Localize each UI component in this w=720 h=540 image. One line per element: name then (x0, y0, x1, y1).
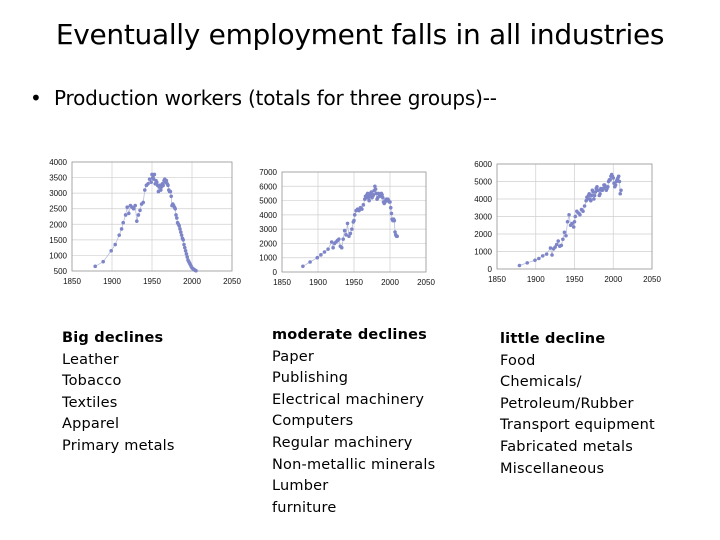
y-tick-label: 0 (487, 265, 492, 274)
column-item: Transport equipment (500, 417, 655, 434)
x-tick-label: 1950 (345, 278, 363, 287)
data-point (578, 213, 582, 217)
column-item: Non-metallic minerals (272, 456, 436, 473)
data-point (537, 257, 541, 261)
data-point (611, 176, 615, 180)
y-tick-label: 4000 (259, 210, 277, 220)
y-tick-label: 3000 (259, 225, 277, 235)
x-tick-label: 2050 (223, 277, 241, 286)
column-heading: moderate declines (272, 327, 427, 343)
column-item: Textiles (62, 394, 118, 411)
column-little-decline (500, 329, 655, 480)
x-tick-label: 1950 (565, 275, 584, 284)
bullet-text: Production workers (totals for three groups)-- (54, 86, 497, 110)
column-item: Apparel (62, 416, 120, 433)
column-item: Primary metals (62, 437, 175, 454)
column-item: Chemicals/ (500, 374, 582, 391)
data-point (618, 180, 622, 184)
column-heading: Big declines (62, 330, 164, 346)
x-tick-label: 1850 (488, 275, 506, 284)
y-tick-label: 2500 (49, 204, 67, 214)
data-point (593, 194, 597, 198)
data-point (541, 254, 545, 258)
data-point (590, 194, 594, 198)
y-tick-label: 1000 (474, 247, 492, 257)
y-tick-label: 500 (53, 267, 67, 276)
y-tick-label: 6000 (259, 182, 277, 192)
y-tick-label: 4000 (474, 195, 492, 204)
y-tick-label: 7000 (259, 168, 277, 177)
data-point (573, 215, 577, 219)
x-tick-label: 1950 (143, 277, 161, 286)
data-point (606, 185, 610, 189)
x-tick-label: 2000 (604, 275, 623, 284)
data-point (619, 188, 623, 192)
data-point (592, 197, 596, 201)
data-point (561, 237, 565, 241)
x-tick-label: 2000 (381, 278, 399, 287)
y-tick-label: 0 (272, 268, 277, 277)
data-point (617, 174, 621, 178)
x-tick-label: 2050 (643, 275, 661, 284)
x-tick-label: 1900 (309, 278, 327, 287)
y-tick-label: 1000 (259, 253, 277, 263)
data-point (566, 220, 570, 224)
x-tick-label: 2000 (183, 277, 201, 286)
data-point (595, 185, 599, 189)
column-item: Regular machinery (272, 434, 413, 451)
x-tick-label: 1850 (63, 277, 81, 286)
column-item: Miscellaneous (500, 460, 605, 477)
data-point (550, 253, 554, 257)
data-point (560, 244, 564, 248)
column-item: Tobacco (62, 373, 122, 390)
y-tick-label: 1500 (49, 235, 67, 245)
data-point (614, 183, 618, 187)
data-point (525, 261, 529, 265)
column-item: Electrical machinery (272, 391, 425, 408)
slide-title: Eventually employment falls in all industries (55, 18, 665, 51)
column-item: Paper (272, 348, 315, 365)
column-item: Lumber (272, 478, 329, 495)
column-item: Food (500, 352, 536, 369)
y-tick-label: 1000 (49, 251, 67, 261)
x-tick-label: 1850 (273, 278, 291, 287)
data-point (572, 225, 576, 229)
data-point (573, 220, 577, 224)
x-tick-label: 2050 (417, 278, 435, 287)
x-tick-label: 1900 (103, 277, 121, 286)
column-item: Petroleum/Rubber (500, 395, 634, 412)
data-point (583, 204, 587, 208)
data-point (556, 239, 560, 243)
column-item: Leather (62, 351, 119, 368)
data-point (581, 209, 585, 213)
data-point (618, 192, 622, 196)
y-tick-label: 6000 (474, 160, 492, 169)
column-heading: little decline (500, 331, 606, 347)
bullet-dot: • (30, 86, 42, 110)
y-tick-label: 5000 (474, 177, 492, 187)
y-tick-label: 2000 (474, 230, 492, 239)
y-tick-label: 3500 (49, 173, 67, 183)
y-tick-label: 2000 (49, 220, 67, 230)
column-item: Fabricated metals (500, 438, 633, 455)
column-item: Computers (272, 413, 354, 430)
data-point (563, 230, 567, 234)
y-tick-label: 3000 (474, 212, 492, 222)
data-point (518, 264, 522, 268)
x-tick-label: 1900 (526, 275, 545, 284)
y-tick-label: 3000 (49, 189, 67, 199)
data-point (533, 258, 537, 262)
data-point (549, 246, 553, 250)
data-point (567, 213, 571, 217)
data-point (545, 252, 549, 256)
y-tick-label: 4000 (49, 158, 67, 167)
data-point (598, 192, 602, 196)
y-tick-label: 5000 (259, 196, 277, 206)
column-item: Publishing (272, 370, 349, 387)
data-point (555, 243, 559, 247)
column-moderate-declines (272, 325, 435, 519)
data-point (589, 199, 593, 203)
column-big-declines (62, 328, 175, 458)
data-point (564, 234, 568, 238)
data-point (608, 178, 612, 182)
y-tick-label: 2000 (259, 239, 277, 249)
column-item: furniture (272, 499, 337, 516)
